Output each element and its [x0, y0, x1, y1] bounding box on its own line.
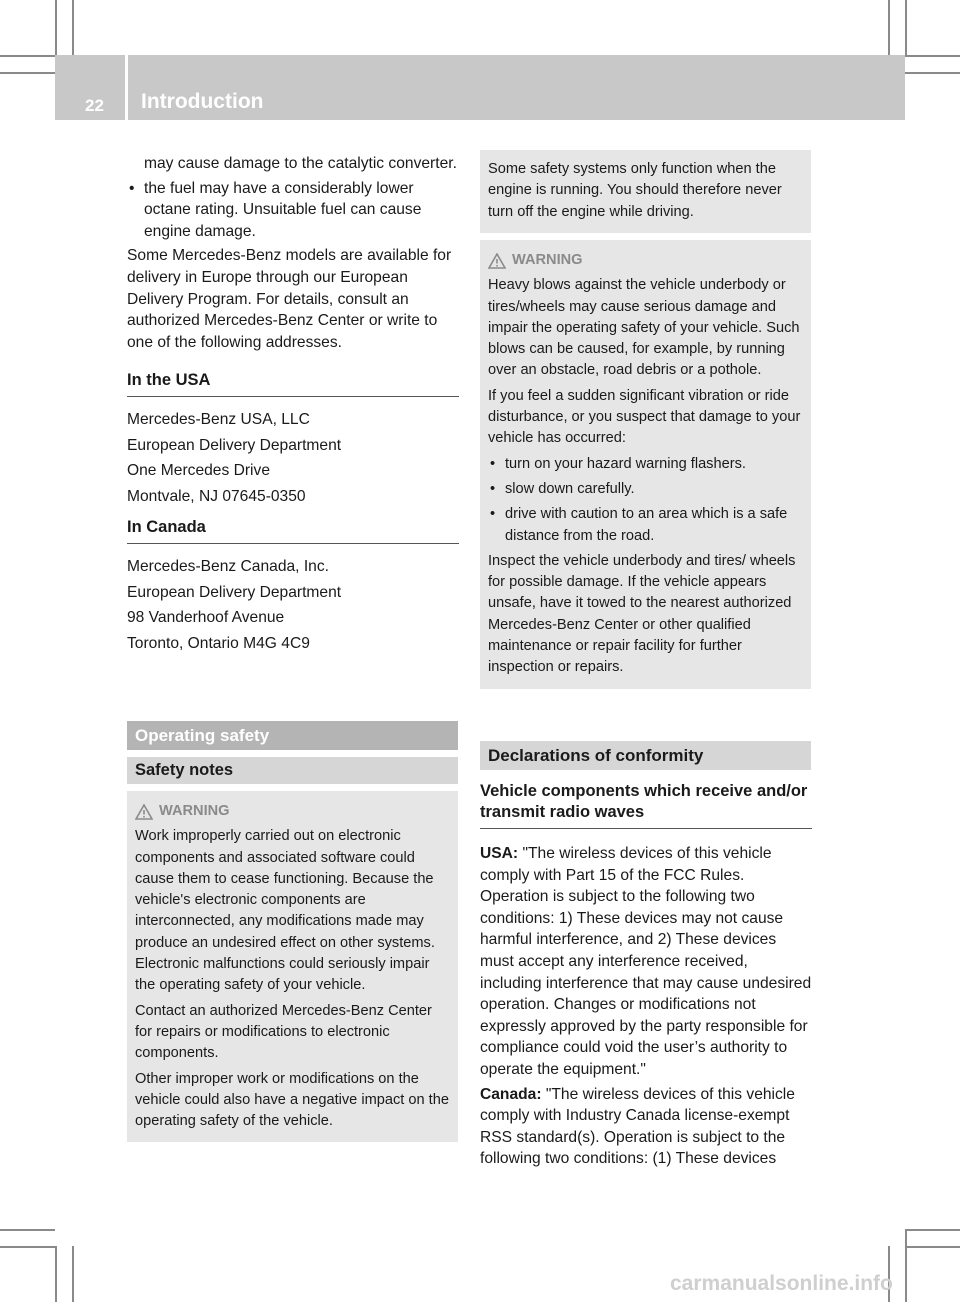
- crop-mark: [905, 1229, 907, 1302]
- label-canada: Canada:: [480, 1085, 542, 1103]
- address-canada: [127, 556, 459, 654]
- heading-canada: In Canada: [127, 517, 459, 544]
- crop-mark: [905, 1246, 960, 1248]
- warning-paragraph: Work improperly carried out on electronic components and associated software could cause them to cease functioning. Because the vehicle's electronic components are interconnected, any modifications made may produce an undesired effect on other systems. Electronic malfunctions could seriously impair the operating safety of your vehicle.: [135, 828, 435, 994]
- watermark: carmanualsonline.info: [670, 1272, 893, 1295]
- crop-mark: [905, 1229, 960, 1231]
- warning-triangle-icon: [488, 253, 506, 269]
- paragraph-delivery: Some Mercedes-Benz models are available for delivery in Europe through our European Delivery Program. For details, consult an authorized Mercedes-Benz Center or write to one of the following addresses.: [127, 247, 452, 351]
- crop-mark: [905, 55, 960, 57]
- warning-box-electronics: [127, 791, 458, 1142]
- section-band-operating-safety: Operating safety: [127, 721, 458, 750]
- warning-bullet: • turn on your hazard warning flashers.: [488, 454, 805, 475]
- warning-paragraph: Heavy blows against the vehicle underbody or tires/wheels may cause serious damage and impair the operating safety of your vehicle. Such blows can be caused, for example, by running over an obstacle, road debris or a pothole.: [488, 277, 800, 379]
- address-line: Mercedes-Benz Canada, Inc.: [127, 557, 329, 575]
- address-line: Montvale, NJ 07645-0350: [127, 487, 306, 505]
- address-line: European Delivery Department: [127, 583, 342, 601]
- crop-mark: [72, 1246, 74, 1302]
- warning-bullet: • drive with caution to an area which is a safe distance from the road.: [488, 504, 805, 547]
- warning-paragraph: Inspect the vehicle underbody and tires/ wheels for possible damage. If the vehicle appears unsafe, have it towed to the nearest authorized Mercedes-Benz Center or other qualified maintenance or repair facility for further inspection or repairs.: [488, 552, 796, 676]
- crop-mark: [905, 72, 960, 74]
- paragraph-canada-conformity: [480, 1084, 812, 1170]
- label-usa: USA:: [480, 845, 519, 862]
- crop-mark: [55, 1246, 57, 1302]
- text-usa: "The wireless devices of this vehicle comply with Part 15 of the FCC Rules. Operation is subject to the following two conditions: 1) These devices may not cause harmful interference, and 2) These devices must accept any interference received, including interference that may cause undesired operation. Changes or modifications not expressly approved by the party responsible for compliance could void the user’s authority to operate the equipment.": [480, 845, 812, 1078]
- heading-radio-components: Vehicle components which receive and/or transmit radio waves: [480, 781, 812, 829]
- note-box-engine: [480, 150, 811, 233]
- crop-mark: [72, 0, 74, 55]
- warning-bullet: • slow down carefully.: [488, 479, 805, 500]
- warning-box-underbody: [480, 240, 811, 689]
- warning-heading: [135, 801, 452, 822]
- warning-triangle-icon: [135, 804, 153, 820]
- continued-text: may cause damage to the catalytic converter.: [144, 155, 457, 172]
- text-canada: "The wireless devices of this vehicle comply with Industry Canada license-exempt RSS standard(s). Operation is subject to the following two conditions: (1) These devices: [480, 1085, 795, 1168]
- right-column-text: [480, 781, 812, 1170]
- crop-mark: [0, 72, 55, 74]
- crop-mark: [0, 55, 55, 57]
- crop-mark: [0, 1246, 55, 1248]
- section-band-declarations: Declarations of conformity: [480, 741, 811, 770]
- left-column: [127, 153, 459, 658]
- address-usa: [127, 409, 459, 507]
- section-title: Introduction: [141, 90, 264, 113]
- bullet-fuel: • the fuel may have a considerably lower octane rating. Unsuitable fuel can cause engine damage.: [127, 178, 459, 243]
- address-line: Mercedes-Benz USA, LLC: [127, 410, 310, 428]
- address-line: 98 Vanderhoof Avenue: [127, 609, 285, 627]
- address-line: European Delivery Department: [127, 436, 342, 454]
- address-line: Toronto, Ontario M4G 4C9: [127, 634, 310, 652]
- warning-paragraph: Contact an authorized Mercedes-Benz Center for repairs or modifications to electronic components.: [135, 1002, 432, 1062]
- warning-heading: [488, 250, 805, 271]
- paragraph-usa-conformity: [480, 843, 812, 1081]
- header-divider: [125, 55, 128, 120]
- crop-mark: [55, 0, 57, 55]
- address-line: One Mercedes Drive: [127, 462, 270, 480]
- heading-usa: In the USA: [127, 370, 459, 397]
- subsection-band-safety-notes: Safety notes: [127, 757, 458, 784]
- warning-paragraph: Other improper work or modifications on the vehicle could also have a negative impact on the operating safety of the vehicle.: [135, 1070, 449, 1130]
- warning-title: WARNING: [159, 803, 230, 819]
- crop-mark: [905, 0, 907, 55]
- crop-mark: [888, 0, 890, 55]
- page-number: 22: [85, 96, 104, 115]
- warning-title: WARNING: [512, 252, 583, 268]
- warning-paragraph: If you feel a sudden significant vibration or ride disturbance, or you suspect that damage to your vehicle has occurred:: [488, 387, 801, 447]
- crop-mark: [0, 1229, 55, 1231]
- note-text: Some safety systems only function when the engine is running. You should therefore never turn off the engine while driving.: [488, 161, 782, 220]
